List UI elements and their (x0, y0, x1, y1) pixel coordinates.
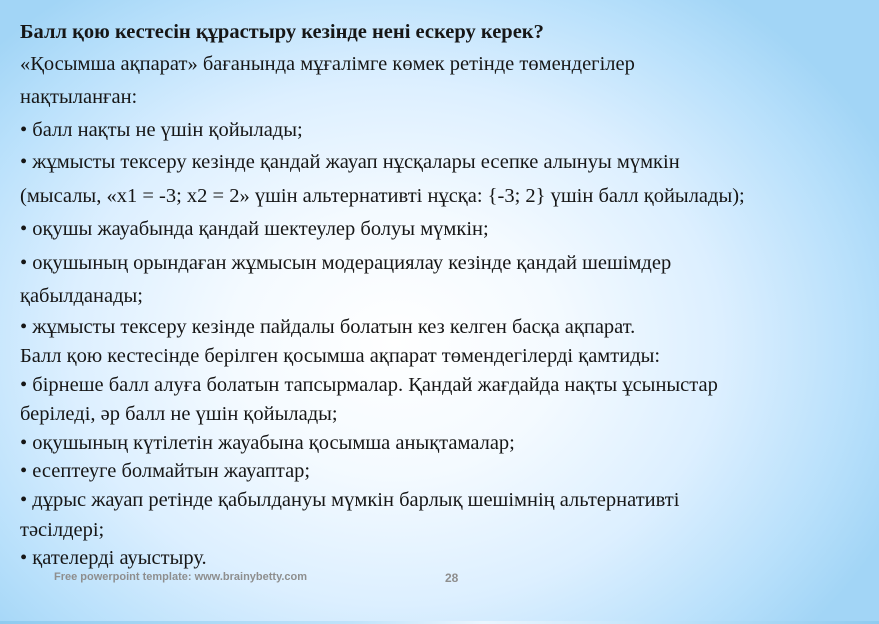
bullet-item: • жұмысты тексеру кезінде пайдалы болатын кез келген басқа ақпарат. (20, 316, 636, 338)
bullet-item: • жұмысты тексеру кезінде қандай жауап нұсқалары есепке алынуы мүмкін (20, 151, 680, 173)
bullet-item: • балл нақты не үшін қойылады; (20, 119, 303, 141)
bullet-item: • дұрыс жауап ретінде қабылдануы мүмкін барлық шешімнің альтернативті (20, 489, 680, 511)
section-heading: Балл қою кестесінде берілген қосымша ақпарат төмендегілерді қамтиды: (20, 345, 661, 367)
body-line: «Қосымша ақпарат» бағанында мұғалімге көмек ретінде төмендегілер (20, 53, 635, 75)
bullet-item: • қателерді ауыстыру. (20, 547, 207, 569)
body-line: тәсілдері; (20, 519, 105, 541)
body-line: нақтыланған: (20, 86, 138, 108)
page-number: 28 (445, 571, 459, 585)
bullet-item: • бірнеше балл алуға болатын тапсырмалар. Қандай жағдайда нақты ұсыныстар (20, 374, 718, 396)
bullet-item: • оқушы жауабында қандай шектеулер болуы мүмкін; (20, 218, 489, 240)
body-line: қабылданады; (20, 285, 143, 307)
footer-credit: Free powerpoint template: www.brainybetty.com (54, 571, 308, 583)
bullet-item: • есептеуге болмайтын жауаптар; (20, 460, 311, 482)
bullet-item: • оқушының күтілетін жауабына қосымша анықтамалар; (20, 432, 515, 454)
body-line: (мысалы, «x1 = -3; x2 = 2» үшін альтернативті нұсқа: {-3; 2} үшін балл қойылады); (20, 185, 745, 207)
bullet-item: • оқушының орындаған жұмысын модерациялау кезінде қандай шешімдер (20, 252, 672, 274)
slide-title: Балл қою кестесін құрастыру кезінде нені ескеру керек? (20, 21, 544, 43)
body-line: беріледі, әр балл не үшін қойылады; (20, 403, 338, 425)
